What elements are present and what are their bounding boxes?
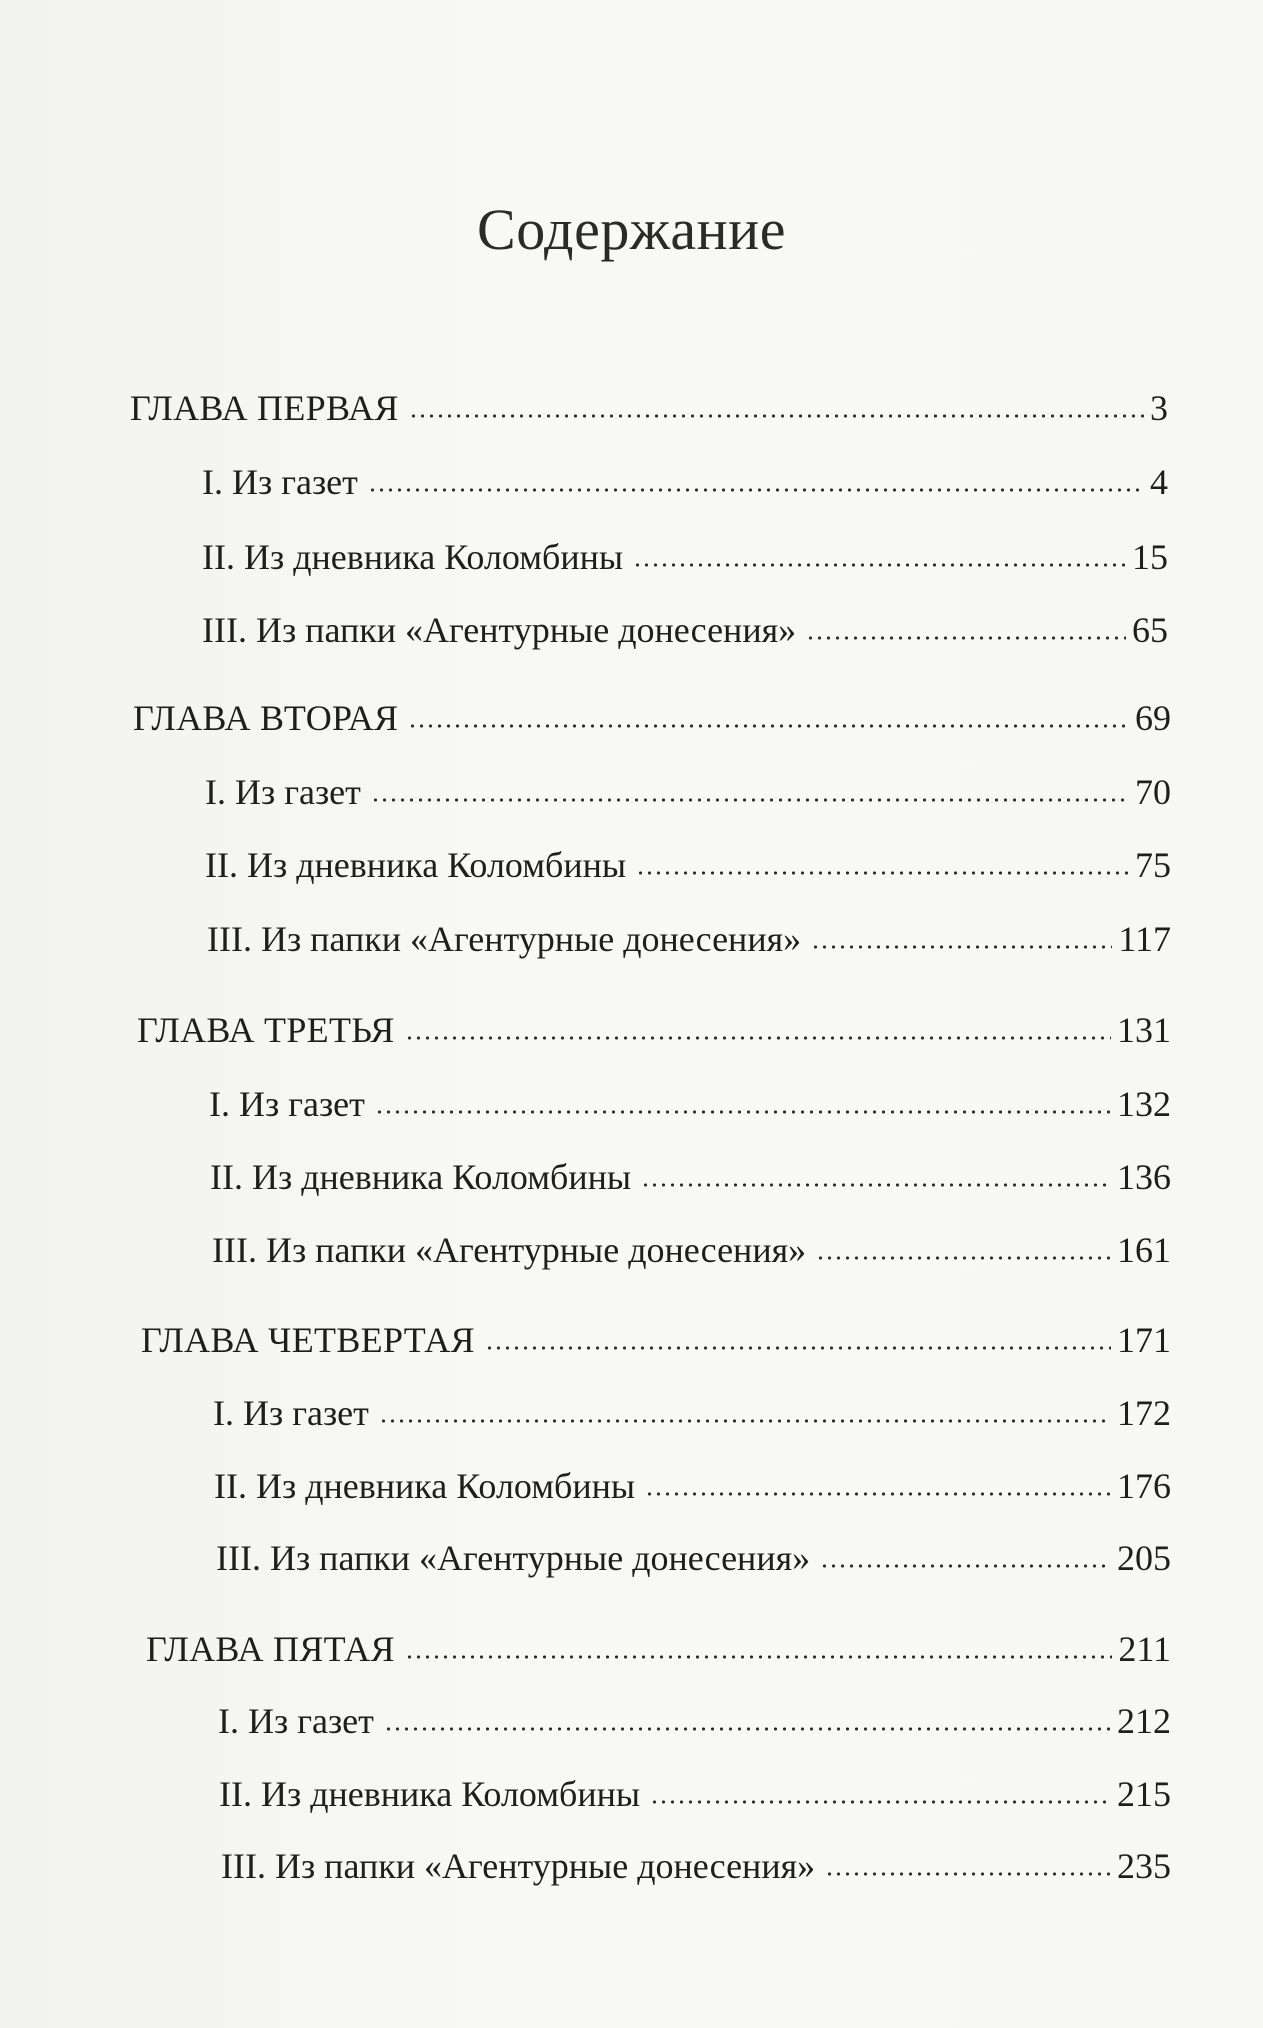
page-number: 4 [1150,462,1168,502]
page-number: 161 [1117,1230,1171,1270]
chapter-label: ГЛАВА ВТОРАЯ [133,698,399,738]
dot-leader [806,634,1126,642]
section-label: II. Из дневника Коломбины [210,1157,632,1197]
chapter-label: ГЛАВА ПЯТАЯ [146,1629,395,1669]
page-number: 75 [1135,845,1171,885]
dot-leader [368,486,1144,494]
dot-leader [375,1108,1111,1116]
toc-section [212,1228,1171,1272]
toc-section [202,535,1168,579]
dot-leader [379,1417,1111,1425]
page-number: 171 [1117,1320,1171,1360]
page-number: 132 [1117,1084,1171,1124]
section-label: I. Из газет [213,1393,369,1433]
dot-leader [811,943,1112,951]
toc-section [221,1844,1171,1888]
chapter-label: ГЛАВА ТРЕТЬЯ [137,1010,395,1050]
toc-section [210,1155,1171,1199]
toc-section [214,1464,1171,1508]
page-number: 215 [1117,1774,1171,1814]
toc-chapter-2 [133,696,1171,740]
section-label: II. Из дневника Коломбины [214,1466,636,1506]
dot-leader [633,561,1126,569]
dot-leader [641,1181,1111,1189]
dot-leader [371,796,1129,804]
dot-leader [384,1725,1111,1733]
section-label: III. Из папки «Агентурные донесения» [202,610,797,650]
section-label: III. Из папки «Агентурные донесения» [207,919,802,959]
toc-section [202,608,1168,652]
page-number: 70 [1135,772,1171,812]
page-number: 212 [1117,1701,1171,1741]
toc-chapter-3 [137,1008,1171,1052]
toc-section [219,1772,1171,1816]
dot-leader [820,1562,1111,1570]
toc-section [216,1536,1171,1580]
dot-leader [405,1653,1113,1661]
page-number: 3 [1150,388,1168,428]
dot-leader [405,1034,1111,1042]
section-label: I. Из газет [202,462,358,502]
page-number: 65 [1132,610,1168,650]
section-label: III. Из папки «Агентурные донесения» [221,1846,816,1886]
page-number: 235 [1117,1846,1171,1886]
toc-chapter-4 [141,1318,1171,1362]
toc-section [202,460,1168,504]
section-label: I. Из газет [218,1701,374,1741]
chapter-label: ГЛАВА ЧЕТВЕРТАЯ [141,1320,475,1360]
section-label: II. Из дневника Коломбины [202,537,624,577]
page-number: 131 [1117,1010,1171,1050]
page-number: 172 [1117,1393,1171,1433]
section-label: I. Из газет [205,772,361,812]
dot-leader [485,1344,1111,1352]
page-title: Содержание [477,197,786,262]
toc-section [209,1082,1171,1126]
dot-leader [408,722,1129,730]
toc-section [218,1699,1171,1743]
section-label: III. Из папки «Агентурные донесения» [216,1538,811,1578]
dot-leader [816,1254,1111,1262]
toc-chapter-1 [130,386,1168,430]
dot-leader [645,1490,1111,1498]
page-number: 176 [1117,1466,1171,1506]
dot-leader [636,869,1129,877]
section-label: III. Из папки «Агентурные донесения» [212,1230,807,1270]
page-number: 211 [1118,1629,1171,1669]
section-label: II. Из дневника Коломбины [219,1774,641,1814]
page-number: 117 [1118,919,1171,959]
dot-leader [825,1870,1111,1878]
toc-section [213,1391,1171,1435]
page-number: 205 [1117,1538,1171,1578]
toc-section [205,770,1171,814]
toc-chapter-5 [146,1627,1171,1671]
toc-section [207,917,1171,961]
page-number: 136 [1117,1157,1171,1197]
page-number: 15 [1132,537,1168,577]
chapter-label: ГЛАВА ПЕРВАЯ [130,388,399,428]
page-number: 69 [1135,698,1171,738]
dot-leader [650,1798,1111,1806]
section-label: II. Из дневника Коломбины [205,845,627,885]
toc-section [205,843,1171,887]
section-label: I. Из газет [209,1084,365,1124]
dot-leader [409,412,1144,420]
